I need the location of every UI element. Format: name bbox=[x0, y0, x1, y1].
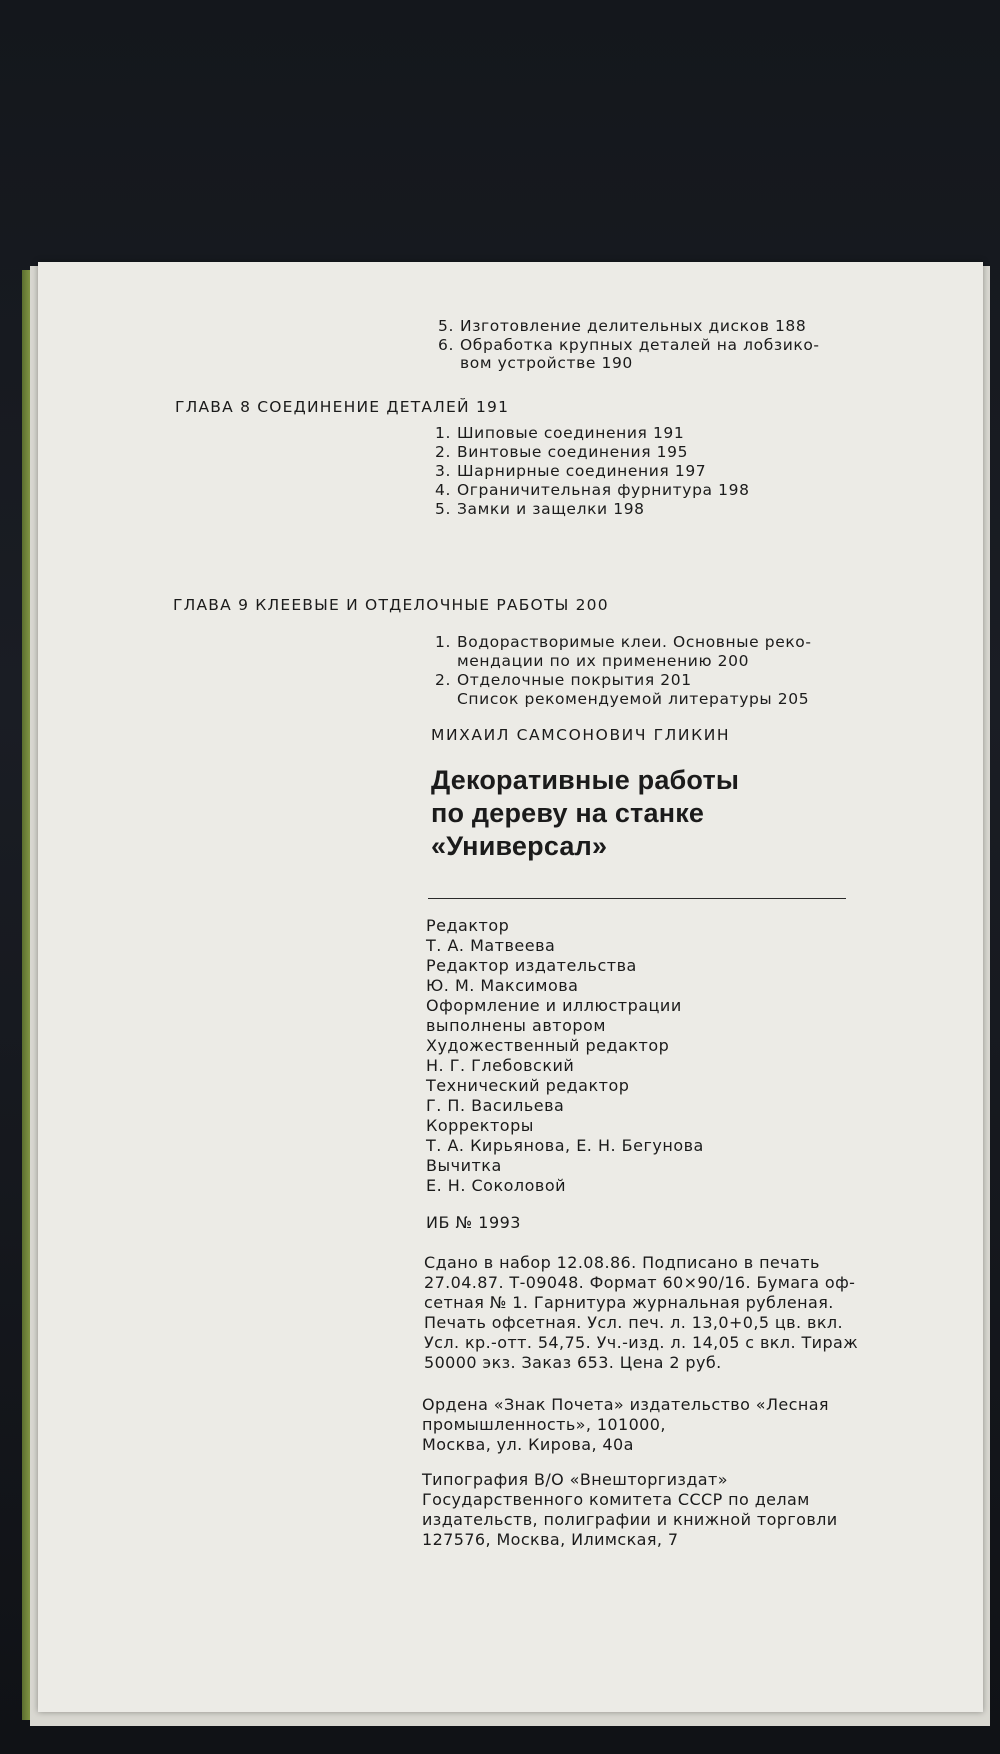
toc-item: 2. Винтовые соединения 195 bbox=[435, 443, 689, 461]
chapter-heading: ГЛАВА 9 КЛЕЕВЫЕ И ОТДЕЛОЧНЫЕ РАБОТЫ 200 bbox=[173, 596, 609, 614]
credit-line: Оформление и иллюстрации bbox=[426, 996, 682, 1015]
credit-line: Е. Н. Соколовой bbox=[426, 1176, 567, 1195]
printer-line: Государственного комитета СССР по делам bbox=[422, 1490, 810, 1509]
credit-line: Т. А. Матвеева bbox=[426, 936, 556, 955]
printer-line: издательств, полиграфии и книжной торговли bbox=[422, 1510, 838, 1529]
toc-item: 4. Ограничительная фурнитура 198 bbox=[435, 481, 750, 499]
imprint-line: 27.04.87. Т-09048. Формат 60×90/16. Бумага оф- bbox=[424, 1273, 856, 1292]
toc-item: 1. Водорастворимые клеи. Основные реко- bbox=[435, 633, 812, 651]
credit-line: Н. Г. Глебовский bbox=[426, 1056, 575, 1075]
imprint-line: сетная № 1. Гарнитура журнальная рубленая. bbox=[424, 1293, 834, 1312]
toc-item: 1. Шиповые соединения 191 bbox=[435, 424, 685, 442]
author-name: МИХАИЛ САМСОНОВИЧ ГЛИКИН bbox=[431, 726, 731, 744]
toc-item: 5. Замки и защелки 198 bbox=[435, 500, 645, 518]
toc-item-continuation: вом устройстве 190 bbox=[460, 354, 633, 372]
credit-line: Т. А. Кирьянова, Е. Н. Бегунова bbox=[426, 1136, 704, 1155]
book-title-line: по дереву на станке bbox=[431, 798, 705, 828]
credit-line: Редактор издательства bbox=[426, 956, 637, 975]
imprint-line: Печать офсетная. Усл. печ. л. 13,0+0,5 цв. вкл. bbox=[424, 1313, 843, 1332]
toc-item: 5. Изготовление делительных дисков 188 bbox=[438, 317, 807, 335]
credit-line: Вычитка bbox=[426, 1156, 502, 1175]
toc-item: 2. Отделочные покрытия 201 bbox=[435, 671, 692, 689]
toc-item: 3. Шарнирные соединения 197 bbox=[435, 462, 707, 480]
book-title-line: «Универсал» bbox=[431, 831, 608, 861]
imprint-line: Усл. кр.-отт. 54,75. Уч.-изд. л. 14,05 с вкл. Тираж bbox=[424, 1333, 859, 1352]
toc-item: 6. Обработка крупных деталей на лобзико- bbox=[438, 336, 820, 354]
toc-bibliography: Список рекомендуемой литературы 205 bbox=[457, 690, 810, 708]
book-page bbox=[38, 262, 983, 1712]
ib-number: ИБ № 1993 bbox=[426, 1213, 521, 1232]
printer-line: Типография В/О «Внешторгиздат» bbox=[422, 1470, 728, 1489]
imprint-line: Сдано в набор 12.08.86. Подписано в печать bbox=[424, 1253, 820, 1272]
publisher-line: Ордена «Знак Почета» издательство «Лесная bbox=[422, 1395, 829, 1414]
credit-line: выполнены автором bbox=[426, 1016, 606, 1035]
publisher-line: промышленность», 101000, bbox=[422, 1415, 666, 1434]
book-title-line: Декоративные работы bbox=[431, 765, 740, 795]
imprint-line: 50000 экз. Заказ 653. Цена 2 руб. bbox=[424, 1353, 722, 1372]
credit-line: Художественный редактор bbox=[426, 1036, 670, 1055]
printer-line: 127576, Москва, Илимская, 7 bbox=[422, 1530, 679, 1549]
credit-line: Г. П. Васильева bbox=[426, 1096, 565, 1115]
credit-line: Ю. М. Максимова bbox=[426, 976, 579, 995]
chapter-heading: ГЛАВА 8 СОЕДИНЕНИЕ ДЕТАЛЕЙ 191 bbox=[175, 398, 510, 416]
credit-line: Корректоры bbox=[426, 1116, 534, 1135]
toc-item-continuation: мендации по их применению 200 bbox=[457, 652, 750, 670]
credit-line: Технический редактор bbox=[426, 1076, 630, 1095]
publisher-line: Москва, ул. Кирова, 40а bbox=[422, 1435, 634, 1454]
divider bbox=[428, 898, 846, 899]
credit-line: Редактор bbox=[426, 916, 510, 935]
